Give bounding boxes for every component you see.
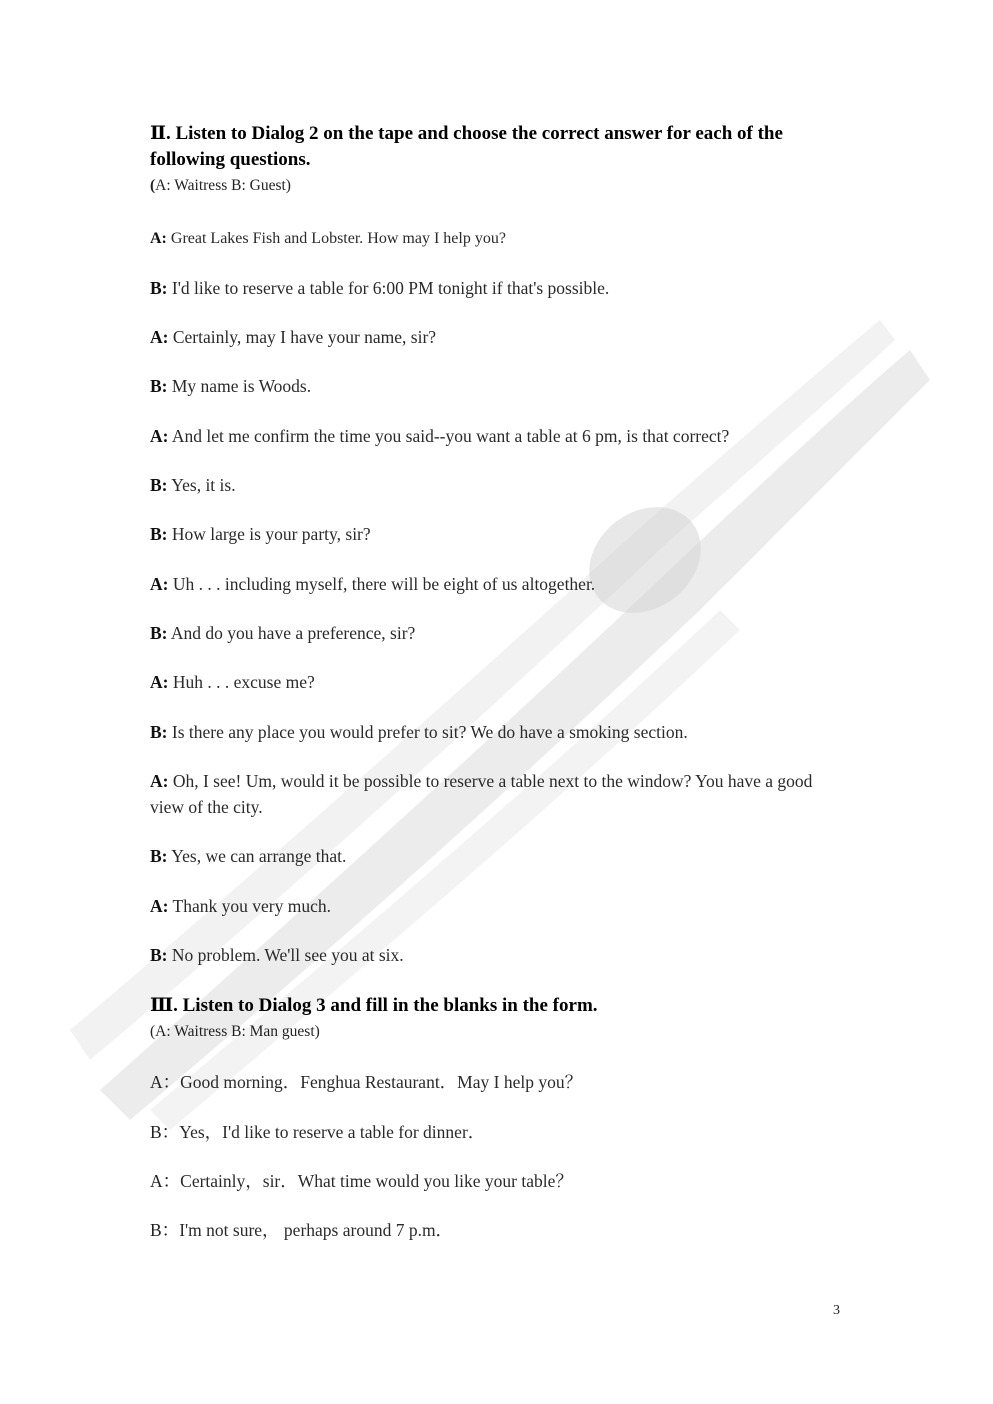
dialog-line xyxy=(150,843,830,869)
section-2-heading: Ⅱ. Listen to Dialog 2 on the tape and choose the correct answer for each of the following questions. xyxy=(150,123,783,170)
line-text: I'd like to reserve a table for 6:00 PM tonight if that's possible. xyxy=(167,278,610,298)
speaker-label: B: xyxy=(150,376,168,396)
page-number: 3 xyxy=(833,1303,840,1318)
dialog-line xyxy=(150,942,830,968)
line-text: I'm not sure， perhaps around 7 p.m． xyxy=(179,1220,454,1240)
line-text: My name is Woods. xyxy=(167,376,312,396)
speaker-label: B: xyxy=(150,524,168,544)
dialog-line xyxy=(150,521,830,547)
speaker-label: A: xyxy=(150,426,169,446)
speaker-label: A： xyxy=(150,1171,181,1191)
line-text: Great Lakes Fish and Lobster. How may I help you? xyxy=(166,230,506,247)
dialog-line xyxy=(150,893,830,919)
dialog-line xyxy=(150,373,830,399)
section-2-roles xyxy=(150,177,291,195)
dialog-line xyxy=(150,1217,830,1243)
speaker-label: B: xyxy=(150,475,168,495)
roles-open-paren: ( xyxy=(150,177,156,194)
dialog-line xyxy=(150,472,830,498)
line-text: Thank you very much. xyxy=(168,896,331,916)
dialog-line xyxy=(150,423,830,449)
speaker-label: A: xyxy=(150,672,169,692)
dialog-line xyxy=(150,571,830,597)
dialog-line xyxy=(150,324,830,350)
dialog-line xyxy=(150,620,830,646)
line-text: No problem. We'll see you at six. xyxy=(167,945,404,965)
dialog-line xyxy=(150,275,830,301)
line-text: Huh . . . excuse me? xyxy=(168,672,315,692)
speaker-label: A: xyxy=(150,771,169,791)
speaker-label: A: xyxy=(150,327,169,347)
speaker-label: A: xyxy=(150,896,169,916)
speaker-label: A: xyxy=(150,230,167,247)
speaker-label: A: xyxy=(150,574,169,594)
line-text: Good morning．Fenghua Restaurant．May I help you？ xyxy=(180,1072,583,1092)
speaker-label: B： xyxy=(150,1220,180,1240)
dialog-line xyxy=(150,719,830,745)
line-text: And do you have a preference, sir? xyxy=(167,623,416,643)
dialog-line xyxy=(150,669,830,695)
dialog-line xyxy=(150,1168,830,1194)
line-text: Yes, it is. xyxy=(167,475,236,495)
line-text: How large is your party, sir? xyxy=(167,524,371,544)
dialog-line xyxy=(150,1119,830,1145)
line-text: Certainly, may I have your name, sir? xyxy=(168,327,437,347)
roles-text: A: Waitress B: Guest) xyxy=(155,177,291,194)
speaker-label: B： xyxy=(150,1122,180,1142)
speaker-label: B: xyxy=(150,278,168,298)
speaker-label: B: xyxy=(150,623,168,643)
speaker-label: B: xyxy=(150,722,168,742)
line-text: Oh, I see! Um, would it be possible to reserve a table next to the window? You have a good view of the city. xyxy=(150,771,813,817)
section-3-heading: Ⅲ. Listen to Dialog 3 and fill in the blanks in the form. xyxy=(150,995,598,1016)
line-text: Is there any place you would prefer to sit? We do have a smoking section. xyxy=(167,722,688,742)
line-text: Yes，I'd like to reserve a table for dinner． xyxy=(179,1122,486,1142)
speaker-label: B: xyxy=(150,945,168,965)
line-text: And let me confirm the time you said--you want a table at 6 pm, is that correct? xyxy=(168,426,730,446)
dialog-line xyxy=(150,768,830,820)
line-text: Yes, we can arrange that. xyxy=(167,846,347,866)
section-3-roles: (A: Waitress B: Man guest) xyxy=(150,1023,320,1040)
speaker-label: A： xyxy=(150,1072,181,1092)
dialog-line xyxy=(150,1069,830,1095)
line-text: Uh . . . including myself, there will be eight of us altogether. xyxy=(168,574,596,594)
dialog-line xyxy=(150,226,830,252)
speaker-label: B: xyxy=(150,846,168,866)
line-text: Certainly，sir．What time would you like your table？ xyxy=(180,1171,573,1191)
